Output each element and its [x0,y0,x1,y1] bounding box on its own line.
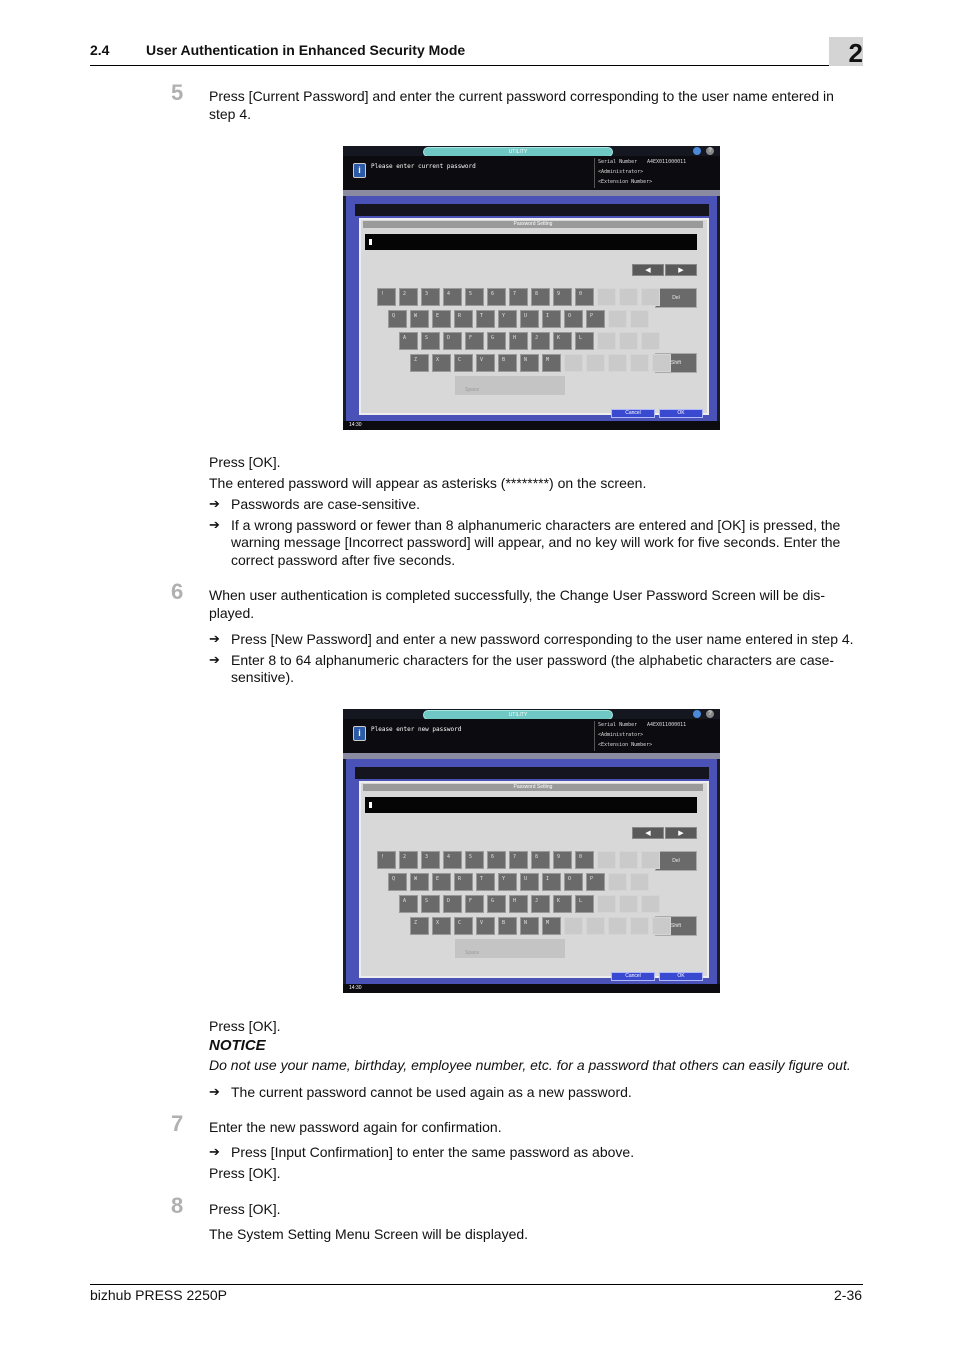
keyboard-key[interactable]: C [454,354,473,372]
step-text: Enter the new password again for confirmation. [209,1119,502,1135]
step-text: Press [OK]. [209,1201,281,1217]
note: The current password cannot be used again as a new password. [231,1084,632,1100]
notice-title: NOTICE [209,1037,266,1054]
keyboard-key[interactable]: D [443,332,462,350]
keyboard-key[interactable]: P [586,310,605,328]
keyboard-key[interactable]: 9 [553,851,572,869]
keyboard-key-blank [630,354,649,372]
extension-label: <Extension Number> [598,742,653,748]
keyboard-key[interactable]: T [476,310,495,328]
screen-message: Please enter new password [371,726,462,733]
keyboard-key[interactable]: A [399,332,418,350]
info-icon: i [353,163,366,178]
keyboard-key[interactable]: Q [388,310,407,328]
step-result: The entered password will appear as asterisks (********) on the screen. [209,475,647,491]
network-icon [693,147,701,155]
keyboard-key[interactable]: N [520,354,539,372]
note: sensitive). [231,669,295,685]
note: Press [New Password] and enter a new password corresponding to the user name entered in step 4. [231,631,854,647]
keyboard-key[interactable]: 3 [421,288,440,306]
keyboard-key[interactable]: 6 [487,288,506,306]
keyboard-key-blank [608,354,627,372]
serial-value: A4EX011000011 [647,159,687,165]
keyboard-key-blank [619,332,638,350]
keyboard-key[interactable]: W [410,310,429,328]
keyboard-key[interactable]: Y [498,310,517,328]
press-ok: Press [OK]. [209,1018,281,1034]
product-name: bizhub PRESS 2250P [90,1287,227,1303]
keyboard-key[interactable]: S [421,895,440,913]
help-icon: ? [706,147,714,155]
keyboard-key[interactable]: N [520,917,539,935]
press-ok: Press [OK]. [209,454,281,470]
section-number: 2.4 [90,42,110,58]
keyboard-key-blank [586,354,605,372]
screenshot-current-password [343,146,720,430]
cursor-left-button[interactable]: ◀ [632,264,664,276]
cancel-button[interactable]: Cancel [611,409,655,418]
shift-button[interactable]: Shift [655,916,697,936]
cursor-right-button[interactable]: ▶ [665,827,697,839]
keyboard-key-blank [619,895,638,913]
footer-rule [90,1284,863,1285]
serial-label: Serial Number [598,722,638,728]
extension-label: <Extension Number> [598,179,653,185]
keyboard-key-blank [641,332,660,350]
help-icon: ? [706,710,714,718]
keyboard-key[interactable]: M [542,917,561,935]
delete-button[interactable]: Del [655,851,697,871]
keyboard-key[interactable]: Z [410,917,429,935]
keyboard-key[interactable]: 3 [421,851,440,869]
keyboard-key[interactable]: 7 [509,851,528,869]
step-text: played. [209,605,255,621]
password-field[interactable] [365,797,697,813]
keyboard-key-blank [619,851,638,869]
admin-label: <Administrator> [598,169,644,175]
cursor-right-button[interactable]: ▶ [665,264,697,276]
section-title: User Authentication in Enhanced Security Mode [146,42,466,58]
keyboard-key[interactable]: Q [388,873,407,891]
step-number: 7 [171,1111,184,1136]
keyboard-key-blank [564,354,583,372]
keyboard-key[interactable]: U [520,873,539,891]
keyboard-key[interactable]: 5 [465,851,484,869]
keyboard-key[interactable]: R [454,310,473,328]
step-number: 5 [171,80,184,105]
clock: 14:30 [343,984,720,993]
keyboard-key[interactable]: 8 [531,288,550,306]
keyboard-key[interactable]: Z [410,354,429,372]
step-result: The System Setting Menu Screen will be displayed. [209,1226,529,1242]
keyboard-key[interactable]: 2 [399,851,418,869]
keyboard-key[interactable]: V [476,354,495,372]
keyboard-key[interactable]: L [575,332,594,350]
info-icon: i [353,726,366,741]
keyboard-key[interactable]: S [421,332,440,350]
keyboard-key[interactable]: H [509,332,528,350]
panel-title: Password Setting [363,784,703,791]
keyboard-key[interactable]: G [487,332,506,350]
keyboard-key[interactable]: T [476,873,495,891]
space-button[interactable]: Space [455,939,565,958]
keyboard-key[interactable]: K [553,332,572,350]
keyboard-key[interactable]: P [586,873,605,891]
keyboard-key[interactable]: I [542,873,561,891]
header-rule [90,65,863,66]
note: If a wrong password or fewer than 8 alphanumeric characters are entered and [OK] is pressed, the [231,517,841,533]
keyboard-key[interactable]: U [520,310,539,328]
keyboard-key[interactable]: X [432,354,451,372]
chapter-number: 2 [848,38,863,68]
page-number: 2-36 [834,1287,863,1303]
clock: 14:30 [343,421,720,430]
keyboard-key[interactable]: 0 [575,288,594,306]
cancel-button[interactable]: Cancel [611,972,655,981]
keyboard-key[interactable]: 6 [487,851,506,869]
note: Enter 8 to 64 alphanumeric characters for the user password (the alphabetic characters are case- [231,652,835,668]
keyboard-key[interactable]: O [564,310,583,328]
keyboard-key-blank [608,310,627,328]
keyboard-key[interactable]: ! [377,851,396,869]
keyboard-key[interactable]: 5 [465,288,484,306]
keyboard-key[interactable]: B [498,917,517,935]
step-text: step 4. [209,106,252,122]
note: Passwords are case-sensitive. [231,496,421,512]
keyboard-key-blank [597,851,616,869]
ok-button[interactable]: OK [659,409,703,418]
arrow-icon: ➔ [209,631,220,646]
keyboard-key[interactable]: 7 [509,288,528,306]
note: correct password after five seconds. [231,552,456,568]
keyboard-key[interactable]: Y [498,873,517,891]
network-icon [693,710,701,718]
cursor-left-button[interactable]: ◀ [632,827,664,839]
keyboard-key[interactable]: E [432,873,451,891]
keyboard-key[interactable]: B [498,354,517,372]
keyboard-key-blank [619,288,638,306]
keyboard-key[interactable]: 0 [575,851,594,869]
keyboard-key[interactable]: G [487,895,506,913]
text-cursor [369,239,372,245]
keyboard-key[interactable]: F [465,895,484,913]
delete-button[interactable]: Del [655,288,697,308]
press-ok: Press [OK]. [209,1165,281,1181]
keyboard-key-blank [630,917,649,935]
keyboard-key-blank [641,851,660,869]
keyboard-key-blank [597,895,616,913]
keyboard-key[interactable]: D [443,895,462,913]
utility-banner: UTILITY [423,147,613,157]
step-text: When user authentication is completed successfully, the Change User Password Screen will be dis- [209,587,826,603]
step-number: 8 [171,1193,184,1218]
keyboard-key[interactable]: K [553,895,572,913]
serial-value: A4EX011000011 [647,722,687,728]
keyboard-key[interactable]: 4 [443,851,462,869]
keyboard-key[interactable]: H [509,895,528,913]
keyboard-key[interactable]: 9 [553,288,572,306]
keyboard-key-blank [641,895,660,913]
keyboard-key[interactable]: O [564,873,583,891]
step-text: Press [Current Password] and enter the current password corresponding to the user name entered in [209,88,834,104]
arrow-icon: ➔ [209,517,220,532]
keyboard-key[interactable]: F [465,332,484,350]
screenshot-new-password [343,709,720,993]
keyboard-key-blank [641,288,660,306]
keyboard-key-blank [652,354,671,372]
keyboard-key-blank [597,332,616,350]
utility-banner: UTILITY [423,710,613,720]
screen-message: Please enter current password [371,163,476,170]
ok-button[interactable]: OK [659,972,703,981]
keyboard-key-blank [630,310,649,328]
keyboard-key[interactable]: W [410,873,429,891]
text-cursor [369,802,372,808]
password-field[interactable] [365,234,697,250]
keyboard-key[interactable]: X [432,917,451,935]
arrow-icon: ➔ [209,496,220,511]
keyboard-key[interactable]: C [454,917,473,935]
panel-title: Password Setting [363,221,703,228]
keyboard-key[interactable]: J [531,332,550,350]
step-number: 6 [171,579,184,604]
keyboard-key-blank [564,917,583,935]
arrow-icon: ➔ [209,1084,220,1099]
serial-label: Serial Number [598,159,638,165]
keyboard-key[interactable]: R [454,873,473,891]
keyboard-key-blank [608,917,627,935]
shift-button[interactable]: Shift [655,353,697,373]
keyboard-key[interactable]: J [531,895,550,913]
notice-text: Do not use your name, birthday, employee number, etc. for a password that others can easily figure out. [209,1057,851,1073]
arrow-icon: ➔ [209,1144,220,1159]
note: Press [Input Confirmation] to enter the same password as above. [231,1144,635,1160]
note: warning message [Incorrect password] will appear, and no key will work for five seconds. Enter the [231,534,841,550]
keyboard-key[interactable]: E [432,310,451,328]
keyboard-key[interactable]: ! [377,288,396,306]
keyboard-key[interactable]: I [542,310,561,328]
keyboard-key-blank [608,873,627,891]
keyboard-key[interactable]: M [542,354,561,372]
keyboard-key-blank [630,873,649,891]
admin-label: <Administrator> [598,732,644,738]
keyboard-key[interactable]: L [575,895,594,913]
keyboard-key[interactable]: 8 [531,851,550,869]
keyboard-key[interactable]: A [399,895,418,913]
keyboard-key[interactable]: 2 [399,288,418,306]
keyboard-key-blank [586,917,605,935]
keyboard-key[interactable]: V [476,917,495,935]
keyboard-key[interactable]: 4 [443,288,462,306]
arrow-icon: ➔ [209,652,220,667]
keyboard-key-blank [597,288,616,306]
keyboard-key-blank [652,917,671,935]
space-button[interactable]: Space [455,376,565,395]
